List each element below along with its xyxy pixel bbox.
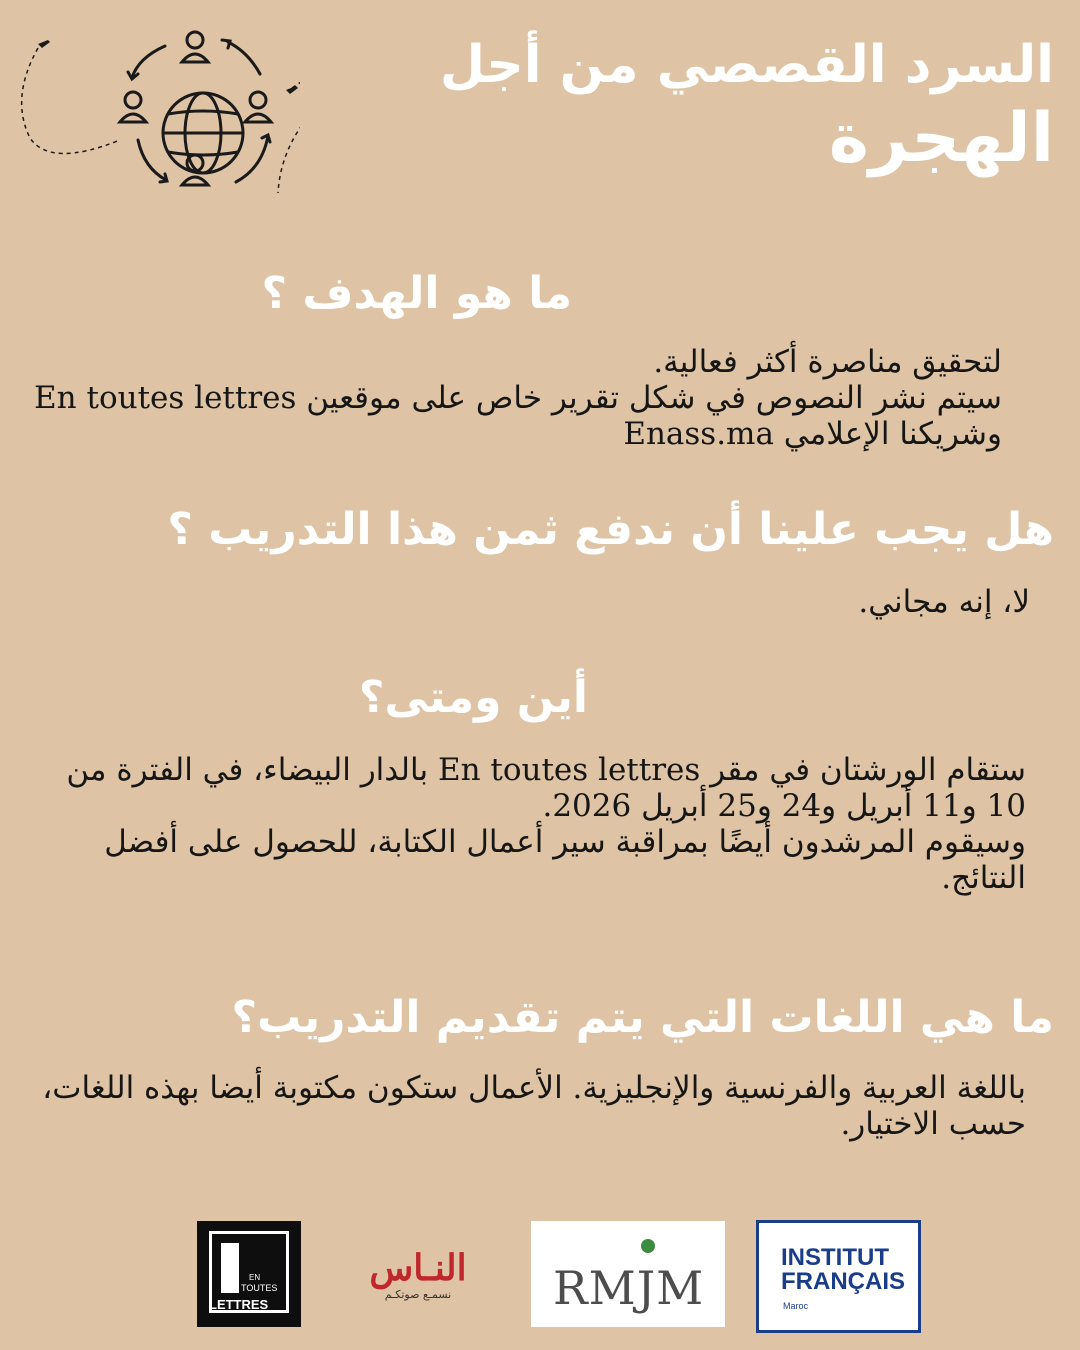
rmjm-logo: RMJM [531, 1221, 725, 1327]
body-line: ستقام الورشتان في مقر En toutes lettres بالدار البيضاء، في الفترة من 10 و11 أبريل و24 و25 أبريل 2026. [66, 752, 1026, 824]
enass-logo: النـاس نسمـع صوتكـم [369, 1247, 467, 1301]
section-body-languages [36, 1070, 1026, 1142]
globe-people-icon [10, 28, 300, 198]
body-line: لا، إنه مجاني. [858, 584, 1030, 620]
body-line: سيتم نشر النصوص في شكل تقرير خاص على موقعين En toutes lettres وشريكنا الإعلامي Enass.ma [34, 380, 1002, 452]
body-line: وسيقوم المرشدون أيضًا بمراقبة سير أعمال الكتابة، للحصول على أفضل النتائج. [104, 824, 1026, 896]
institut-francais-logo: INSTITUT FRANÇAIS Maroc [756, 1220, 921, 1333]
en-toutes-lettres-logo: EN TOUTES LETTRES [197, 1221, 301, 1327]
section-body-goal [32, 344, 1002, 452]
section-heading-cost: هل يجب علينا أن ندفع ثمن هذا التدريب ؟ [167, 504, 1054, 555]
globe-icon [641, 1239, 655, 1253]
page-title: السرد القصصي من أجل [439, 35, 1054, 95]
airplane-icon [38, 40, 298, 94]
section-heading-goal: ما هو الهدف ؟ [261, 268, 572, 319]
section-body-where-when [46, 752, 1026, 896]
section-heading-languages: ما هي اللغات التي يتم تقديم التدريب؟ [231, 992, 1054, 1043]
section-body-cost [70, 584, 1030, 620]
body-line: لتحقيق مناصرة أكثر فعالية. [653, 344, 1002, 380]
body-line: باللغة العربية والفرنسية والإنجليزية. الأعمال ستكون مكتوبة أيضا بهذه اللغات، حسب الاختيار. [42, 1070, 1026, 1142]
page-title-main: الهجرة [828, 99, 1054, 178]
section-heading-where-when: أين ومتى؟ [358, 672, 588, 723]
